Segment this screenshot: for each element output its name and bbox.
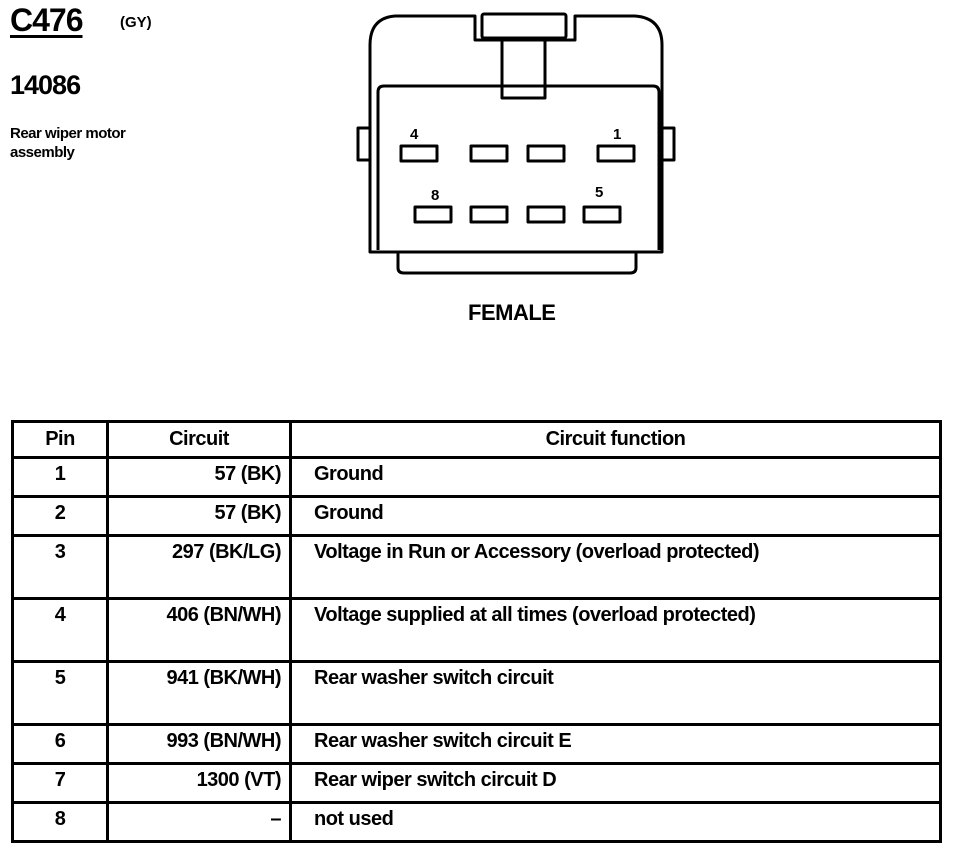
pin-label-8: 8 <box>431 187 440 204</box>
function-cell: Rear washer switch circuit <box>291 662 941 725</box>
function-cell: Ground <box>291 458 941 497</box>
pin-cavity-2 <box>528 146 564 161</box>
part-number: 14086 <box>10 70 81 100</box>
header-circuit-function: Circuit function <box>291 422 941 458</box>
pin-cavity-3 <box>471 146 507 161</box>
table-header-row <box>13 422 941 458</box>
pin-label-4: 4 <box>410 126 419 143</box>
circuit-cell: – <box>108 803 291 842</box>
function-cell: Rear washer switch circuit E <box>291 725 941 764</box>
function-cell: not used <box>291 803 941 842</box>
function-cell: Ground <box>291 497 941 536</box>
pin-cavity-1 <box>598 146 634 161</box>
connector-side-key-left <box>358 128 370 160</box>
table-row <box>13 599 941 662</box>
circuit-cell: 57 (BK) <box>108 458 291 497</box>
circuit-cell: 993 (BN/WH) <box>108 725 291 764</box>
pinout-table <box>11 420 942 843</box>
table-row <box>13 458 941 497</box>
circuit-cell: 941 (BK/WH) <box>108 662 291 725</box>
table-row <box>13 497 941 536</box>
pin-cell: 6 <box>13 725 108 764</box>
connector-latch <box>482 14 566 38</box>
table-row <box>13 662 941 725</box>
circuit-cell: 297 (BK/LG) <box>108 536 291 599</box>
pin-cell: 3 <box>13 536 108 599</box>
connector-side-key-right <box>662 128 674 160</box>
table-row <box>13 764 941 803</box>
connector-face-diagram <box>350 0 690 290</box>
table-row <box>13 803 941 842</box>
pin-cell: 2 <box>13 497 108 536</box>
connector-latch-stem <box>502 38 545 98</box>
pin-cell: 5 <box>13 662 108 725</box>
header-pin: Pin <box>13 422 108 458</box>
pin-cavity-8 <box>415 207 451 222</box>
function-cell: Voltage in Run or Accessory (overload protected) <box>291 536 941 599</box>
pin-label-1: 1 <box>613 126 622 143</box>
pin-label-5: 5 <box>595 184 604 201</box>
pin-cell: 8 <box>13 803 108 842</box>
circuit-cell: 57 (BK) <box>108 497 291 536</box>
pin-cavity-5 <box>584 207 620 222</box>
circuit-cell: 406 (BN/WH) <box>108 599 291 662</box>
pin-cavity-6 <box>528 207 564 222</box>
header-circuit: Circuit <box>108 422 291 458</box>
connector-id: C476 <box>10 2 83 38</box>
pin-cavity-7 <box>471 207 507 222</box>
table-row <box>13 536 941 599</box>
connector-gender-label: FEMALE <box>468 300 556 325</box>
circuit-cell: 1300 (VT) <box>108 764 291 803</box>
pin-cell: 4 <box>13 599 108 662</box>
function-cell: Voltage supplied at all times (overload protected) <box>291 599 941 662</box>
component-description: Rear wiper motor assembly <box>10 125 126 161</box>
pin-cavity-4 <box>401 146 437 161</box>
connector-bottom-lip <box>398 252 636 273</box>
pin-cell: 7 <box>13 764 108 803</box>
connector-inner-cavity <box>378 86 659 250</box>
function-cell: Rear wiper switch circuit D <box>291 764 941 803</box>
connector-color-code: (GY) <box>120 14 152 31</box>
table-row <box>13 725 941 764</box>
pin-cell: 1 <box>13 458 108 497</box>
